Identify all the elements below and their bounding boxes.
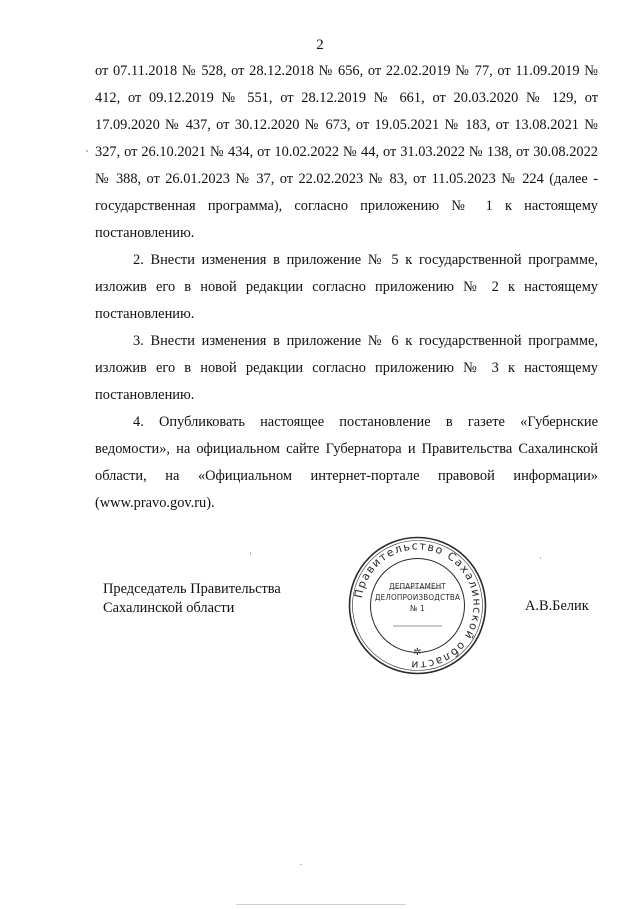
paragraph-amendments-list: от 07.11.2018 № 528, от 28.12.2018 № 656, от 22.02.2019 № 77, от 11.09.2019 № 412, от 09.12.2019 № 551, от 28.12.2019 № 661, от 20.03.2020 № 129, от 17.09.2020 № 437, от 30.12.2020 № 673, от 19.05.2021 № 183, от 13.08.2021 № 327, от 26.10.2021 № 434, от 10.02.2022 № 44, от 31.03.2022 № 138, от 30.08.2022 № 388, от 26.01.2023 № 37, от 22.02.2023 № 83, от 11.05.2023 № 224 (далее - государственная программа), согласно приложению № 1 к настоящему постановлению. [95, 63, 598, 241]
official-seal [345, 533, 490, 678]
seal-center-line1: ДЕПАРТАМЕНТ [389, 582, 446, 591]
document-body [95, 58, 598, 517]
seal-center-text [345, 581, 490, 614]
seal-ring-text: Правительство Сахалинской области [351, 539, 484, 672]
signatory-position-line1: Председатель Правительства [103, 581, 281, 597]
seal-center-line3: № 1 [410, 604, 425, 613]
signatory-position-line2: Сахалинской области [103, 600, 235, 616]
signatory-name: А.В.Белик [525, 598, 589, 614]
scan-speck [300, 864, 302, 865]
seal-star-icon: ✲ [413, 647, 422, 658]
paragraph-item-4: 4. Опубликовать настоящее постановление в газете «Губернские ведомости», на официальном сайте Губернатора и Правительства Сахалинской области, на «Официальном интернет-портале правовой информации» (www.pravo.gov.ru). [95, 414, 598, 511]
scan-speck [540, 557, 541, 559]
paragraph-item-3: 3. Внести изменения в приложение № 6 к государственной программе, изложив его в новой редакции согласно приложению № 3 к настоящему постановлению. [95, 333, 598, 403]
scan-speck [250, 552, 251, 555]
scan-speck [86, 150, 88, 152]
signatory-position [103, 580, 281, 618]
seal-center-line2: ДЕЛОПРОИЗВОДСТВА [374, 593, 461, 602]
page-number: 2 [316, 37, 324, 53]
scan-edge-line [236, 904, 406, 905]
paragraph-item-2: 2. Внести изменения в приложение № 5 к государственной программе, изложив его в новой редакции согласно приложению № 2 к настоящему постановлению. [95, 252, 598, 322]
